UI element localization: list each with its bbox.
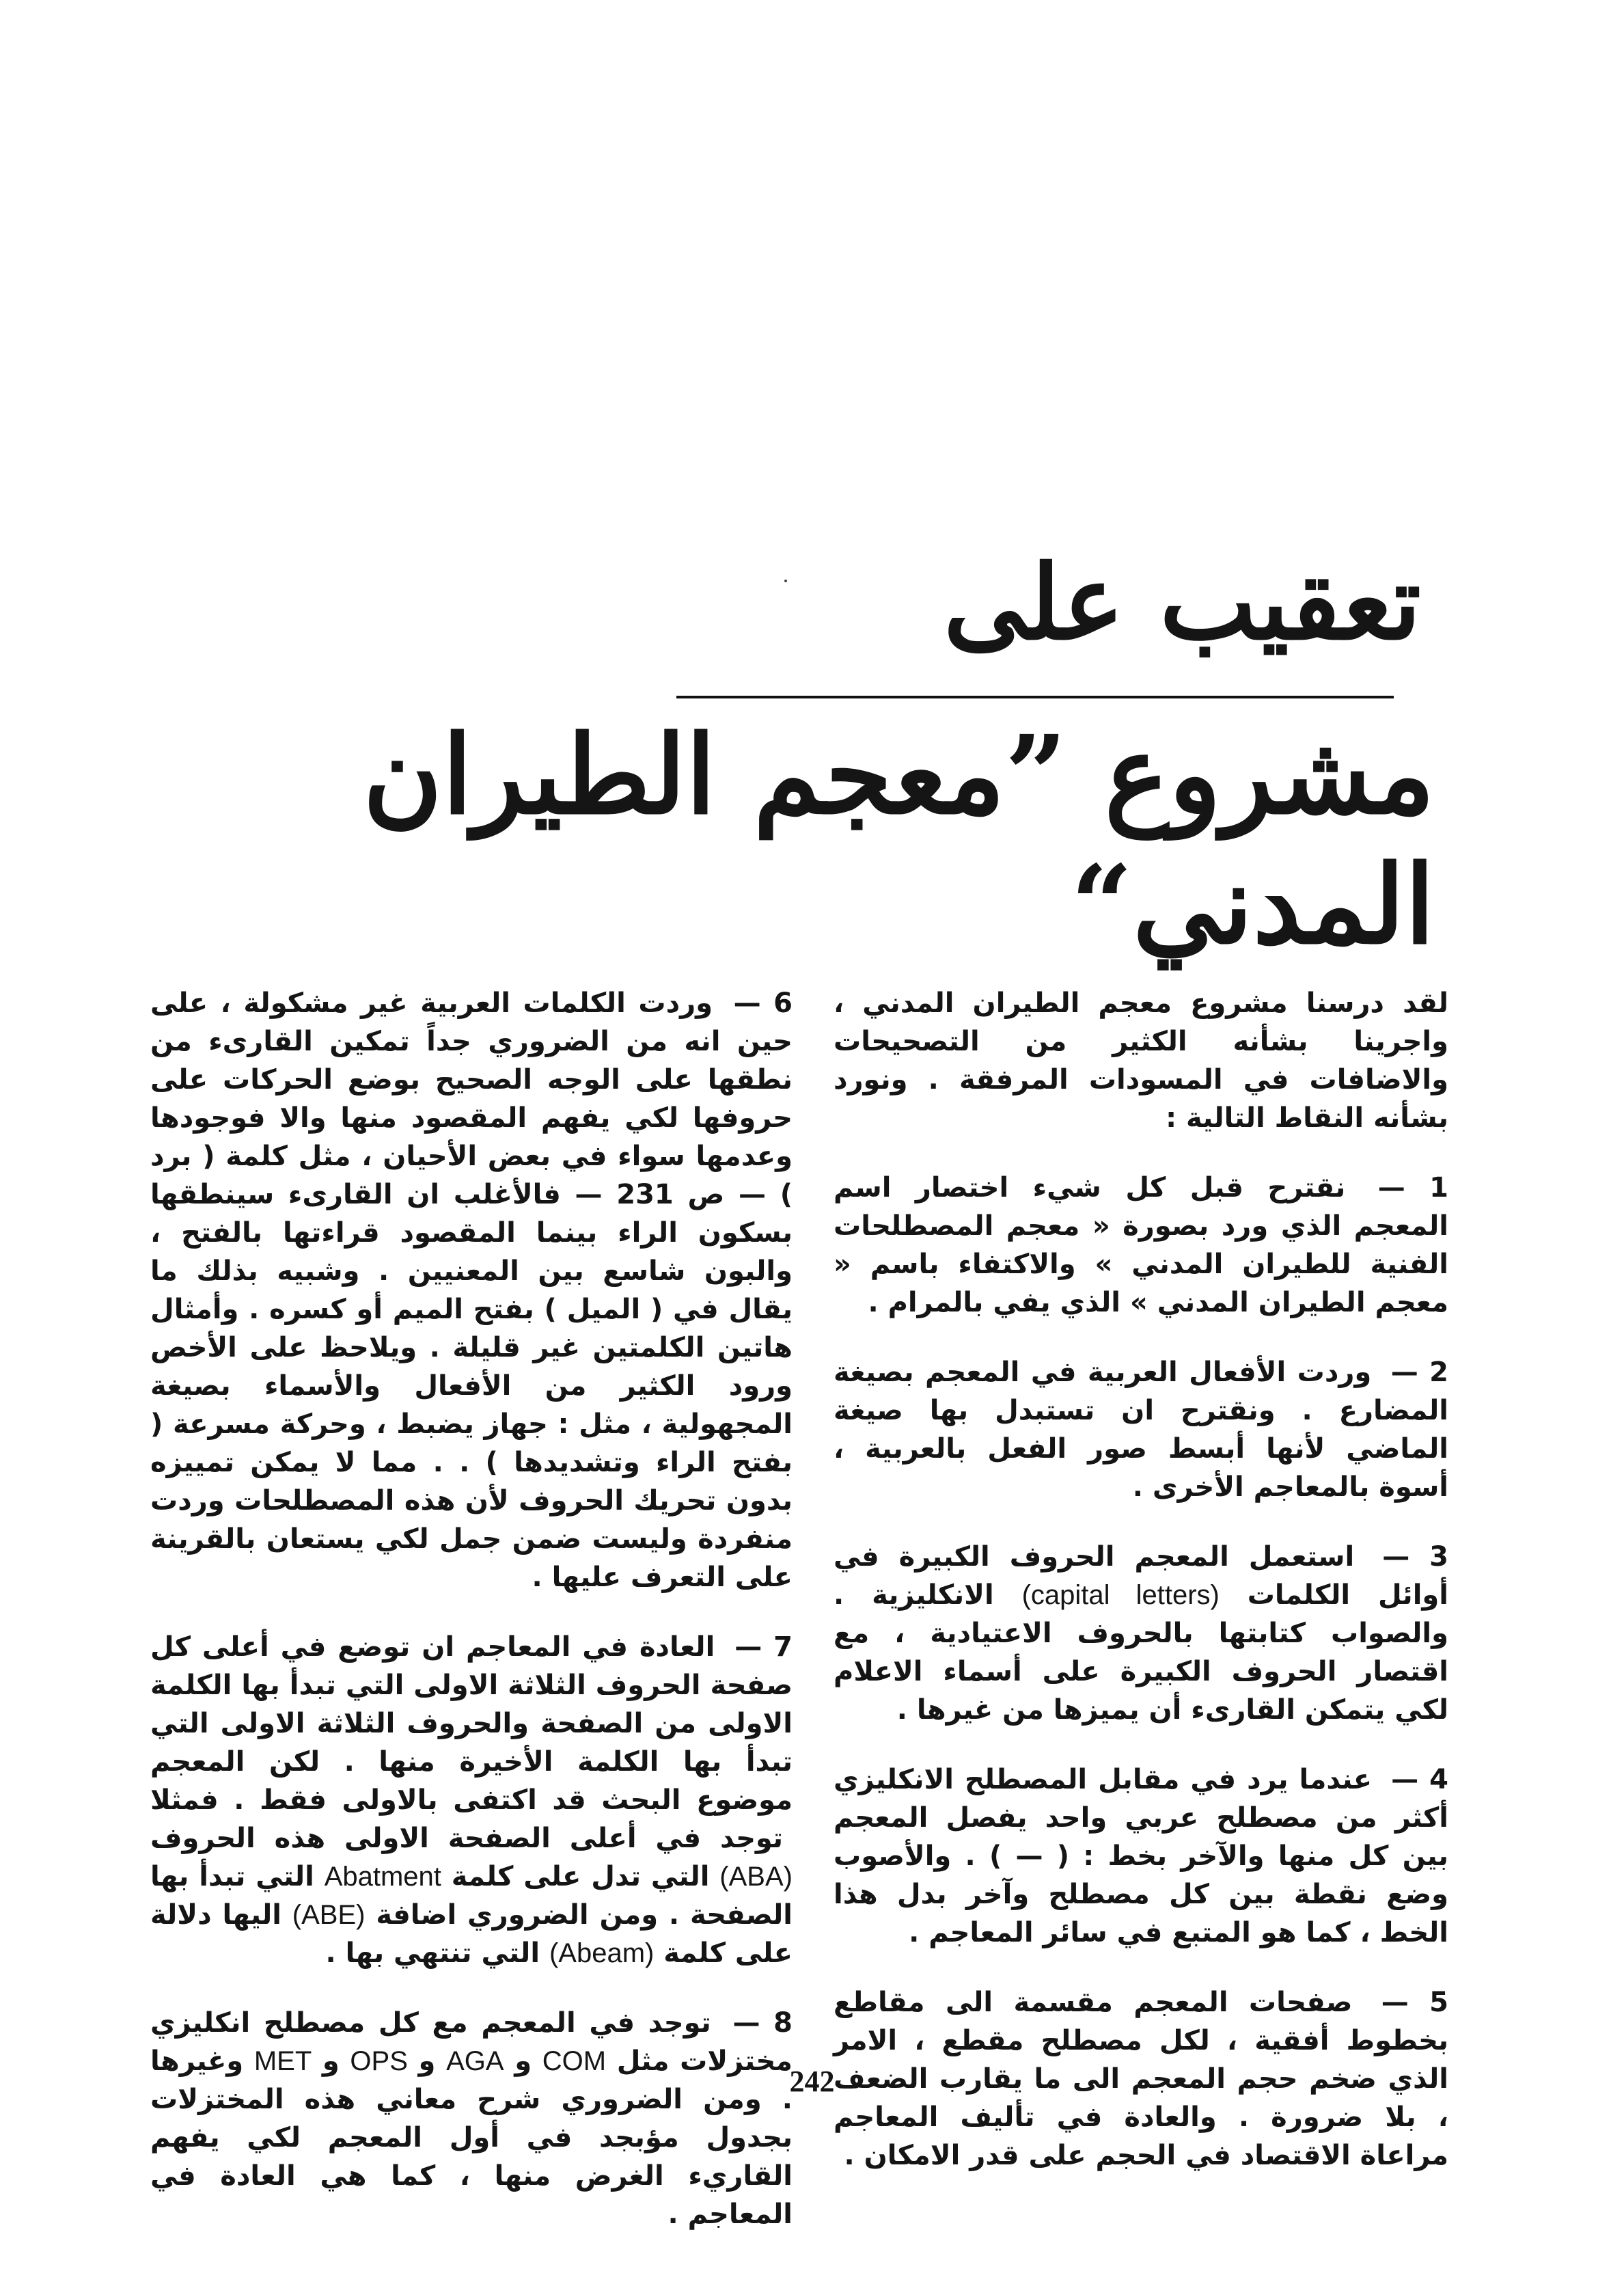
paragraph-text: صفحات المعجم مقسمة الى مقاطع بخطوط أفقية ، لكل مصطلح مقطع ، الامر الذي ضخم حجم المعجم الى ما يقارب الضعف ، بلا ضرورة . والعادة في تأليف المعاجم مراعاة الاقتصاد في الحجم على قدر الامكان .: [834, 1987, 1448, 2171]
paragraph-text: و: [407, 2045, 436, 2077]
paragraph-text: التي تدل على كلمة: [441, 1861, 710, 1892]
paragraph-number: 7 —: [734, 1631, 793, 1663]
paragraph-6: [150, 984, 793, 1596]
paragraph-text: التي تنتهي بها .: [325, 1938, 540, 1969]
right-column: [834, 984, 1448, 2206]
paragraph-number: 1 —: [1377, 1172, 1448, 1204]
paragraph-4: [834, 1760, 1448, 1952]
paragraph-intro: [834, 984, 1448, 1137]
paragraph-number: 3 —: [1382, 1541, 1448, 1573]
latin-term: (ABE): [292, 1900, 366, 1930]
paragraph-text: لقد درسنا مشروع معجم الطيران المدني ، واجرينا بشأنه الكثير من التصحيحات والاضافات في المسودات المرفقة . ونورد بشأنه النقاط التالية :: [834, 988, 1448, 1134]
latin-term: AGA: [446, 2046, 504, 2076]
paragraph-8: [150, 2004, 793, 2233]
paragraph-text: الانكليزية . والصواب كتابتها بالحروف الاعتيادية ، مع اقتصار الحروف الكبيرة على أسماء الاعلام لكي يتمكن القارىء أن يميزها من غيرها .: [834, 1579, 1448, 1726]
paragraph-number: 5 —: [1381, 1987, 1448, 2018]
paragraph-1: [834, 1169, 1448, 1322]
latin-term: Abatment: [324, 1862, 441, 1892]
latin-term: (Abeam): [549, 1938, 655, 1968]
paragraph-text: و: [312, 2045, 340, 2077]
latin-term: COM: [542, 2046, 607, 2076]
title-underline: [676, 696, 1394, 698]
paragraph-number: 8 —: [732, 2007, 793, 2039]
title-line-2: مشروع ”معجم الطيران المدني“: [363, 712, 1435, 968]
paragraph-text: توجد في المعجم مع كل مصطلح انكليزي مختزلات مثل: [150, 2007, 793, 2077]
paragraph-text: التي تبدأ بها الصفحة . ومن الضروري اضافة: [150, 1861, 793, 1931]
paragraph-text: وردت الكلمات العربية غير مشكولة ، على حين انه من الضروري جداً تمكين القارىء من نطقها على الوجه الصحيح بوضع الحركات على حروفها لكي يفهم المقصود منها والا فوجودها وعدمها سواء في بعض الأحيان ، مثل كلمة ( برد ) — ص 231 — فالأغلب ان القارىء سينطقها بسكون الراء بينما المقصود قراءتها بالفتح ، والبون شاسع بين المعنيين . وشبيه بذلك ما يقال في ( الميل ) بفتح الميم أو كسره . وأمثال هاتين الكلمتين غير قليلة . ويلاحظ على الأخص ورود الكثير من الأفعال والأسماء بصيغة المجهولية ، مثل : جهاز يضبط ، وحركة مسرعة ( بفتح الراء وتشديدها ) . . مما لا يمكن تمييزه بدون تحريك الحروف لأن هذه المصطلحات وردت منفردة وليست ضمن جمل لكي يستعان بالقرينة على التعرف عليها .: [150, 988, 793, 1593]
article-title: [191, 540, 1435, 968]
title-line-1: [191, 543, 1435, 663]
latin-term: (ABA): [719, 1862, 793, 1892]
paragraph-number: 2 —: [1390, 1357, 1448, 1388]
latin-term: (capital letters): [1021, 1580, 1220, 1610]
page-number: 242: [789, 2065, 835, 2098]
paragraph-7: [150, 1628, 793, 1972]
paragraph-number: 4 —: [1391, 1764, 1448, 1795]
paragraph-3: [834, 1538, 1448, 1729]
paragraph-2: [834, 1353, 1448, 1506]
paragraph-text: العادة في المعاجم ان توضع في أعلى كل صفحة الحروف الثلاثة الاولى التي تبدأ بها الكلمة الاولى من الصفحة والحروف الثلاثة الاولى التي تبدأ بها الكلمة الأخيرة منها . لكن المعجم موضوع البحث قد اكتفى بالاولى فقط . فمثلا توجد في أعلى الصفحة الاولى هذه الحروف: [150, 1631, 793, 1854]
latin-term: OPS: [350, 2046, 408, 2076]
paragraph-text: استعمل المعجم الحروف الكبيرة في أوائل الكلمات: [834, 1541, 1448, 1611]
paragraph-number: 6 —: [733, 988, 793, 1019]
paragraph-text: عندما يرد في مقابل المصطلح الانكليزي أكثر من مصطلح عربي واحد يفصل المعجم بين كل منها والآخر بخط : ( — ) . والأصوب وضع نقطة بين كل مصطلح وآخر بدل هذا الخط ، كما هو المتبع في سائر المعاجم .: [834, 1764, 1448, 1948]
paragraph-text: نقترح قبل كل شيء اختصار اسم المعجم الذي ورد بصورة « معجم المصطلحات الفنية للطيران المدني » والاكتفاء باسم « معجم الطيران المدني » الذي يفي بالمرام .: [834, 1172, 1448, 1318]
latin-term: MET: [253, 2046, 312, 2076]
paragraph-text: و: [504, 2045, 532, 2077]
paragraph-text: اليها دلالة على كلمة: [150, 1899, 793, 1969]
title-line-1-text: تعقيب على: [944, 543, 1421, 663]
paragraph-text: وردت الأفعال العربية في المعجم بصيغة المضارع . ونقترح ان تستبدل بها صيغة الماضي لأنها أبسط صور الفعل بالعربية ، أسوة بالمعاجم الأخرى .: [834, 1357, 1448, 1503]
paragraph-text: وغيرها . ومن الضروري شرح معاني هذه المختزلات بجدول مؤبجد في أول المعجم لكي يفهم القاريء الغرض منها ، كما هي العادة في المعاجم .: [150, 2045, 793, 2230]
